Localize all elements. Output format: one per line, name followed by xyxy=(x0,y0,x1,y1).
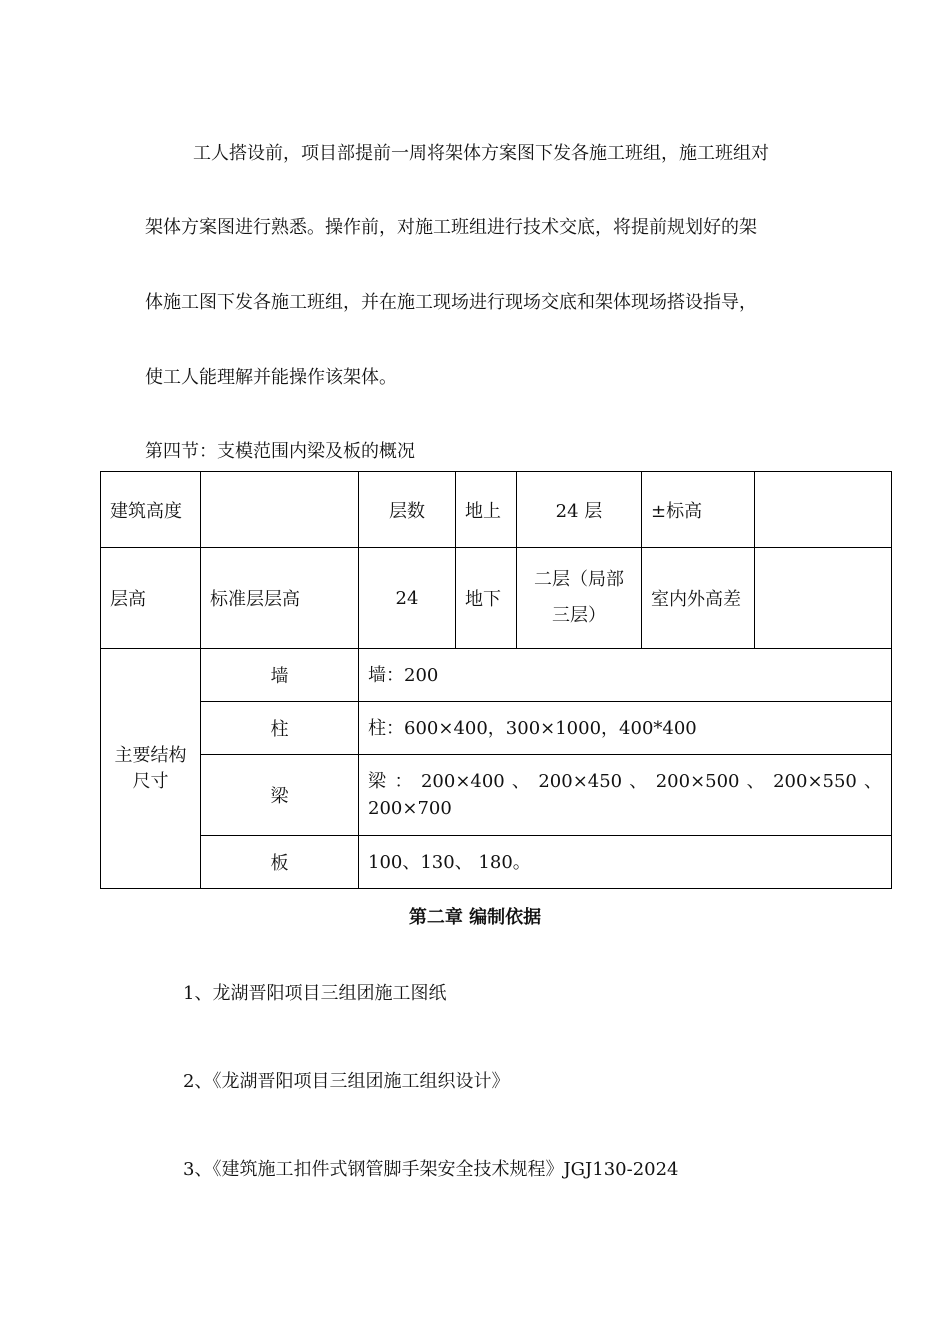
table-cell: 建筑高度 xyxy=(101,472,201,548)
table-cell: ±标高 xyxy=(642,472,755,548)
intro-line-4: 使工人能理解并能操作该架体。 xyxy=(145,367,397,388)
floor-basement-line-2: 三层） xyxy=(552,605,606,626)
intro-line-1: 工人搭设前，项目部提前一周将架体方案图下发各施工班组，施工班组对 xyxy=(193,143,769,164)
table-cell: 标准层层高 xyxy=(201,548,359,649)
floor-basement-line-1: 二层（局部 xyxy=(534,569,624,590)
table-row xyxy=(101,548,892,649)
intro-line-2: 架体方案图进行熟悉。操作前，对施工班组进行技术交底，将提前规划好的架 xyxy=(145,217,757,238)
table-cell: 层数 xyxy=(359,472,456,548)
table-cell: 层高 xyxy=(101,548,201,649)
table-cell: 24 xyxy=(359,548,456,649)
table-row xyxy=(101,836,892,889)
table-cell: 24 层 xyxy=(517,472,642,548)
table-row xyxy=(101,755,892,836)
table-cell: 墙：200 xyxy=(359,649,892,702)
intro-line-3: 体施工图下发各施工班组，并在施工现场进行现场交底和架体现场搭设指导， xyxy=(145,292,757,313)
table-cell xyxy=(517,548,642,649)
table-row xyxy=(101,649,892,702)
table-cell: 板 xyxy=(201,836,359,889)
table-cell: 室内外高差 xyxy=(642,548,755,649)
structure-size-label-line-2: 尺寸 xyxy=(132,770,169,792)
chapter-title: 第二章 编制依据 xyxy=(408,907,542,928)
table-cell: 梁 ： 200×400 、 200×450 、 200×500 、 200×550 、200×700 xyxy=(359,755,892,836)
reference-item-1: 1、龙湖晋阳项目三组团施工图纸 xyxy=(183,983,447,1004)
table-cell: 墙 xyxy=(201,649,359,702)
table-cell: 柱：600×400，300×1000，400*400 xyxy=(359,702,892,755)
structure-size-label xyxy=(101,649,201,889)
table-cell: 地上 xyxy=(456,472,517,548)
table-cell: 柱 xyxy=(201,702,359,755)
reference-item-2: 2、《龙湖晋阳项目三组团施工组织设计》 xyxy=(183,1071,510,1092)
table-cell: 梁 xyxy=(201,755,359,836)
table-cell xyxy=(201,472,359,548)
table-cell: 100、130、 180。 xyxy=(359,836,892,889)
section-title: 第四节：支模范围内梁及板的概况 xyxy=(145,441,415,462)
structure-size-label-line-1: 主要结构 xyxy=(114,744,187,766)
table-cell xyxy=(755,472,892,548)
table-row xyxy=(101,472,892,548)
table-cell: 地下 xyxy=(456,548,517,649)
table-row xyxy=(101,702,892,755)
overview-table xyxy=(100,471,892,889)
table-cell xyxy=(755,548,892,649)
reference-item-3: 3、《建筑施工扣件式钢管脚手架安全技术规程》JGJ130-2024 xyxy=(183,1159,679,1180)
